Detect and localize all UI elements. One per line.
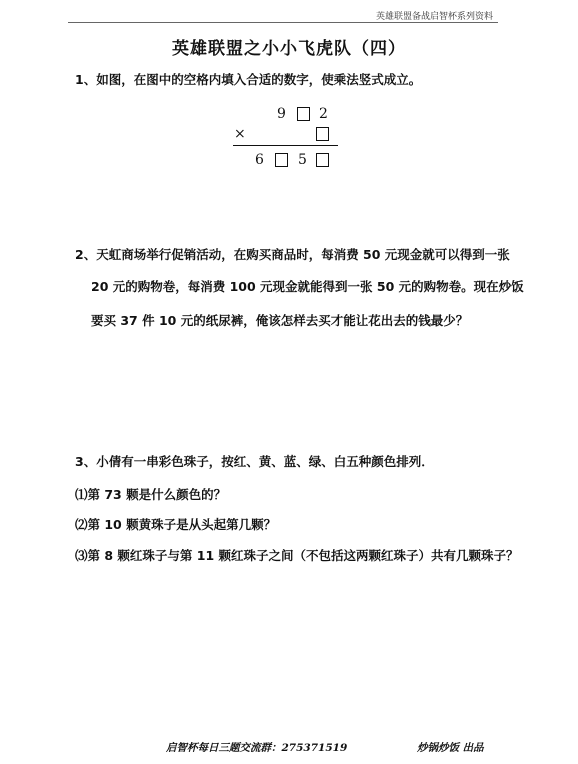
header-note: 英雄联盟备战启智杯系列资料 (376, 12, 494, 22)
question-3-part-1: ⑴第 73 颗是什么颜色的？ (75, 487, 227, 502)
multiply-sign: × (234, 126, 246, 142)
digit-row1-3: 2 (319, 106, 328, 122)
digit-row3-3: 5 (298, 152, 307, 168)
question-1-text: 1、如图，在图中的空格内填入合适的数字，使乘法竖式成立。 (75, 72, 422, 87)
question-2-line-1: 2、天虹商场举行促销活动，在购买商品时，每消费 50 元现金就可以得到一张 (75, 247, 510, 262)
blank-box-row2[interactable] (316, 127, 329, 141)
blank-box-row1-2[interactable] (297, 107, 310, 121)
page-title: 英雄联盟之小小飞虎队（四） (172, 39, 406, 59)
blank-box-row3-2[interactable] (275, 153, 288, 167)
question-2-line-2: 20 元的购物卷，每消费 100 元现金就能得到一张 50 元的购物卷。现在炒饭 (91, 279, 524, 294)
question-3-intro: 3、小倩有一串彩色珠子，按红、黄、蓝、绿、白五种颜色排列． (75, 454, 434, 469)
digit-row1-1: 9 (277, 106, 286, 122)
header-divider (68, 22, 498, 23)
question-3-part-3: ⑶第 8 颗红珠子与第 11 颗红珠子之间（不包括这两颗红珠子）共有几颗珠子？ (75, 548, 519, 563)
footer-group-info: 启智杯每日三题交流群：275371519 (166, 742, 348, 754)
digit-row3-1: 6 (255, 152, 264, 168)
question-3-part-2: ⑵第 10 颗黄珠子是从头起第几颗？ (75, 517, 277, 532)
footer-publisher: 炒锅炒饭 出品 (417, 742, 484, 754)
blank-box-row3-4[interactable] (316, 153, 329, 167)
question-2-line-3: 要买 37 件 10 元的纸尿裤，俺该怎样去买才能让花出去的钱最少？ (91, 313, 469, 328)
calc-underline (233, 145, 338, 146)
